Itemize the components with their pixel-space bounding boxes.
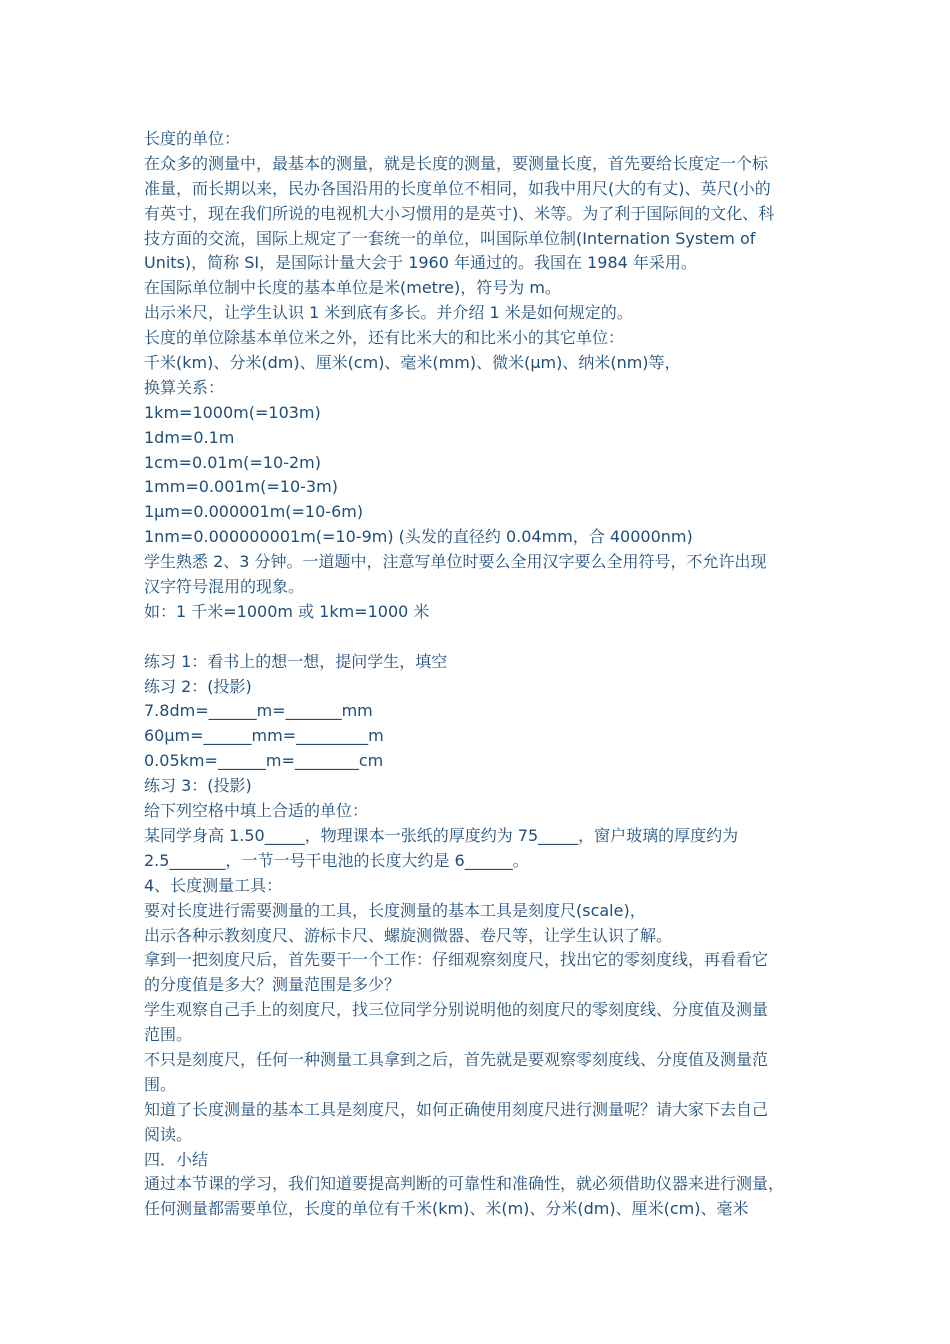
document-line: 长度的单位除基本单位米之外，还有比米大的和比米小的其它单位：	[144, 328, 625, 348]
document-line: 练习 2：(投影)	[144, 676, 252, 696]
document-line: 练习 1：看书上的想一想，提问学生，填空	[144, 651, 448, 671]
document-line: 在国际单位制中长度的基本单位是米(metre)，符号为 m。	[144, 278, 561, 298]
document-line: 2.5_______，一节一号干电池的长度大约是 6______。	[144, 850, 529, 870]
document-line: 阅读。	[144, 1124, 193, 1144]
document-line: 的分度值是多大？测量范围是多少？	[144, 975, 401, 995]
document-line: 出示各种示教刻度尺、游标卡尺、螺旋测微器、卷尺等，让学生认识了解。	[144, 925, 673, 945]
document-body	[144, 127, 810, 1222]
document-line: 给下列空格中填上合适的单位：	[144, 801, 369, 821]
document-line: 知道了长度测量的基本工具是刻度尺，如何正确使用刻度尺进行测量呢？请大家下去自己	[144, 1099, 769, 1119]
document-line: 在众多的测量中，最基本的测量，就是长度的测量，要测量长度，首先要给长度定一个标	[144, 153, 769, 173]
document-line: 技方面的交流，国际上规定了一套统一的单位，叫国际单位制(Internation System of	[144, 228, 756, 248]
document-line: 任何测量都需要单位，长度的单位有千米(km)、米(m)、分米(dm)、厘米(cm)、毫米	[144, 1199, 749, 1219]
document-line: 如：1 千米=1000m 或 1km=1000 米	[144, 601, 430, 621]
document-line: 1km=1000m(=103m)	[144, 402, 321, 422]
document-line: 范围。	[144, 1025, 193, 1045]
document-line: 0.05km=______m=________cm	[144, 751, 384, 771]
document-line: 4、长度测量工具：	[144, 875, 283, 895]
document-line: 7.8dm=______m=_______mm	[144, 701, 373, 721]
document-line: 学生观察自己手上的刻度尺，找三位同学分别说明他的刻度尺的零刻度线、分度值及测量	[144, 1000, 769, 1020]
document-line: 拿到一把刻度尺后，首先要干一个工作：仔细观察刻度尺，找出它的零刻度线，再看看它	[144, 950, 769, 970]
document-line: 换算关系：	[144, 377, 225, 397]
document-line: 要对长度进行需要测量的工具，长度测量的基本工具是刻度尺(scale)，	[144, 900, 646, 920]
document-line: 学生熟悉 2、3 分钟。一道题中，注意写单位时要么全用汉字要么全用符号，不允许出现	[144, 552, 767, 572]
document-line: 围。	[144, 1074, 177, 1094]
document-line: 60μm=______mm=_________m	[144, 726, 384, 746]
document-line: 汉字符号混用的现象。	[144, 577, 305, 597]
document-line: 准量，而长期以来，民办各国沿用的长度单位不相同，如我中用尺(大的有丈)、英尺(小的	[144, 178, 771, 198]
document-line: 长度的单位：	[144, 129, 241, 148]
document-line: 有英寸，现在我们所说的电视机大小习惯用的是英寸)、米等。为了利于国际间的文化、科	[144, 203, 775, 223]
document-line: 某同学身高 1.50_____，物理课本一张纸的厚度约为 75_____，窗户玻璃的厚度约为	[144, 825, 739, 845]
document-line: Units)，简称 SI，是国际计量大会于 1960 年通过的。我国在 1984 年采用。	[144, 253, 697, 273]
document-line: 四．小结	[144, 1149, 209, 1169]
document-line: 1cm=0.01m(=10-2m)	[144, 452, 321, 472]
document-line: 1mm=0.001m(=10-3m)	[144, 477, 338, 497]
document-line: 1μm=0.000001m(=10-6m)	[144, 502, 364, 522]
document-line: 通过本节课的学习，我们知道要提高判断的可靠性和准确性，就必须借助仪器来进行测量，	[144, 1174, 785, 1194]
document-line: 练习 3：(投影)	[144, 776, 252, 796]
document-line: 1nm=0.000000001m(=10-9m) (头发的直径约 0.04mm，合 40000nm)	[144, 527, 693, 547]
document-line: 千米(km)、分米(dm)、厘米(cm)、毫米(mm)、微米(μm)、纳米(nm)等，	[144, 353, 681, 373]
document-line: 不只是刻度尺，任何一种测量工具拿到之后，首先就是要观察零刻度线、分度值及测量范	[144, 1049, 769, 1069]
document-line: 出示米尺，让学生认识 1 米到底有多长。并介绍 1 米是如何规定的。	[144, 303, 633, 323]
document-line: 1dm=0.1m	[144, 427, 235, 447]
document-line	[144, 625, 810, 650]
